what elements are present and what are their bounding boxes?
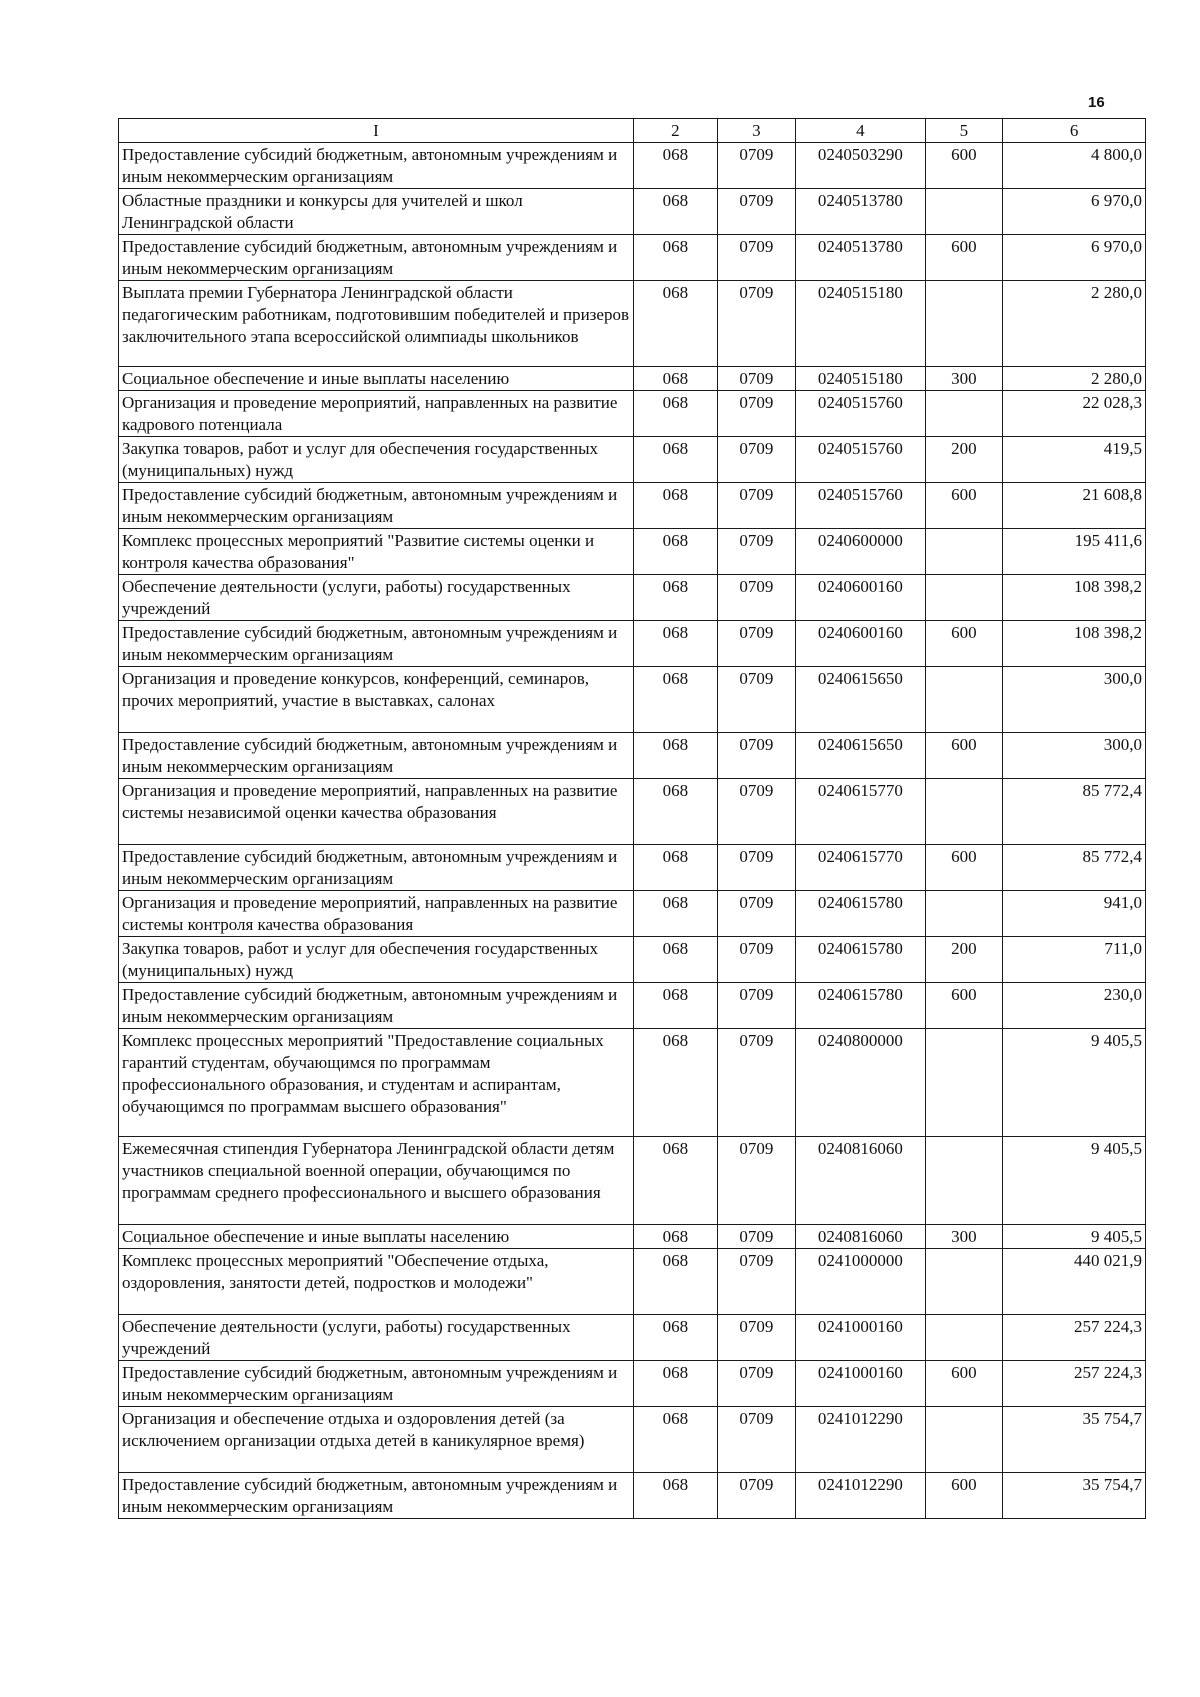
row-name: Предоставление субсидий бюджетным, автономным учреждениям и иным некоммерческим организациям [119,733,634,779]
row-ministry-code: 068 [634,1315,718,1361]
row-amount: 2 280,0 [1003,281,1146,367]
row-ministry-code: 068 [634,437,718,483]
row-amount: 21 608,8 [1003,483,1146,529]
row-name: Организация и проведение мероприятий, направленных на развитие системы независимой оценки качества образования [119,779,634,845]
row-expense-type [925,1137,1003,1225]
column-header: I [119,119,634,143]
row-expense-type [925,1029,1003,1137]
row-ministry-code: 068 [634,367,718,391]
row-target-article: 0240816060 [796,1225,926,1249]
row-section-code: 0709 [717,1315,796,1361]
row-target-article: 0240615650 [796,733,926,779]
row-target-article: 0241000000 [796,1249,926,1315]
row-ministry-code: 068 [634,1137,718,1225]
row-target-article: 0240615780 [796,937,926,983]
row-section-code: 0709 [717,1225,796,1249]
row-target-article: 0240615770 [796,779,926,845]
row-ministry-code: 068 [634,281,718,367]
row-ministry-code: 068 [634,189,718,235]
row-name: Организация и проведение конкурсов, конференций, семинаров, прочих мероприятий, участие в выставках, салонах [119,667,634,733]
table-row [119,143,1146,189]
row-section-code: 0709 [717,529,796,575]
row-amount: 22 028,3 [1003,391,1146,437]
table-row [119,189,1146,235]
row-section-code: 0709 [717,667,796,733]
table-body [119,143,1146,1519]
row-section-code: 0709 [717,983,796,1029]
table-row [119,667,1146,733]
row-amount: 85 772,4 [1003,779,1146,845]
row-name: Предоставление субсидий бюджетным, автономным учреждениям и иным некоммерческим организациям [119,1473,634,1519]
row-ministry-code: 068 [634,845,718,891]
row-amount: 300,0 [1003,733,1146,779]
table-row [119,1249,1146,1315]
row-amount: 6 970,0 [1003,235,1146,281]
row-amount: 35 754,7 [1003,1407,1146,1473]
row-section-code: 0709 [717,281,796,367]
row-section-code: 0709 [717,367,796,391]
row-section-code: 0709 [717,1029,796,1137]
row-name: Ежемесячная стипендия Губернатора Ленинградской области детям участников специальной военной операции, обучающимся по программам среднего профессионального и высшего образования [119,1137,634,1225]
row-amount: 9 405,5 [1003,1137,1146,1225]
table-row [119,1315,1146,1361]
row-amount: 711,0 [1003,937,1146,983]
row-expense-type [925,667,1003,733]
row-target-article: 0241000160 [796,1315,926,1361]
row-target-article: 0240600160 [796,575,926,621]
page-number: 16 [1088,94,1105,111]
column-header: 5 [925,119,1003,143]
row-expense-type [925,391,1003,437]
row-amount: 195 411,6 [1003,529,1146,575]
row-name: Предоставление субсидий бюджетным, автономным учреждениям и иным некоммерческим организациям [119,143,634,189]
row-expense-type: 300 [925,1225,1003,1249]
row-section-code: 0709 [717,621,796,667]
table-row [119,1029,1146,1137]
row-expense-type [925,779,1003,845]
table-row [119,529,1146,575]
row-expense-type: 600 [925,983,1003,1029]
row-target-article: 0240515760 [796,437,926,483]
table-row [119,1361,1146,1407]
table-row [119,1225,1146,1249]
row-target-article: 0240615770 [796,845,926,891]
row-section-code: 0709 [717,733,796,779]
table-row [119,367,1146,391]
row-name: Комплекс процессных мероприятий "Предоставление социальных гарантий студентам, обучающимся по программам профессионального образования, и студентам и аспирантам, обучающимся по программам высшего образования" [119,1029,634,1137]
row-amount: 2 280,0 [1003,367,1146,391]
row-expense-type [925,575,1003,621]
table-row [119,891,1146,937]
row-expense-type [925,1407,1003,1473]
row-expense-type: 600 [925,845,1003,891]
table-row [119,1407,1146,1473]
row-amount: 85 772,4 [1003,845,1146,891]
row-ministry-code: 068 [634,1249,718,1315]
row-ministry-code: 068 [634,235,718,281]
row-ministry-code: 068 [634,575,718,621]
row-amount: 257 224,3 [1003,1361,1146,1407]
row-name: Социальное обеспечение и иные выплаты населению [119,1225,634,1249]
row-target-article: 0240600160 [796,621,926,667]
row-name: Предоставление субсидий бюджетным, автономным учреждениям и иным некоммерческим организациям [119,235,634,281]
row-expense-type: 600 [925,733,1003,779]
table-row [119,235,1146,281]
row-ministry-code: 068 [634,891,718,937]
row-name: Комплекс процессных мероприятий "Развитие системы оценки и контроля качества образования" [119,529,634,575]
row-name: Организация и проведение мероприятий, направленных на развитие системы контроля качества образования [119,891,634,937]
table-row [119,391,1146,437]
row-section-code: 0709 [717,891,796,937]
row-amount: 230,0 [1003,983,1146,1029]
row-expense-type [925,891,1003,937]
row-amount: 108 398,2 [1003,575,1146,621]
row-target-article: 0240615780 [796,983,926,1029]
row-target-article: 0240515760 [796,483,926,529]
row-section-code: 0709 [717,779,796,845]
row-ministry-code: 068 [634,483,718,529]
row-name: Предоставление субсидий бюджетным, автономным учреждениям и иным некоммерческим организациям [119,845,634,891]
row-expense-type [925,281,1003,367]
row-amount: 440 021,9 [1003,1249,1146,1315]
row-section-code: 0709 [717,483,796,529]
column-header: 3 [717,119,796,143]
row-target-article: 0240515180 [796,367,926,391]
row-ministry-code: 068 [634,779,718,845]
row-amount: 9 405,5 [1003,1225,1146,1249]
row-expense-type [925,189,1003,235]
row-amount: 4 800,0 [1003,143,1146,189]
row-ministry-code: 068 [634,1473,718,1519]
row-expense-type: 600 [925,143,1003,189]
row-ministry-code: 068 [634,983,718,1029]
row-expense-type: 600 [925,1361,1003,1407]
row-expense-type [925,529,1003,575]
table-row [119,983,1146,1029]
row-name: Организация и проведение мероприятий, направленных на развитие кадрового потенциала [119,391,634,437]
row-section-code: 0709 [717,1361,796,1407]
row-name: Областные праздники и конкурсы для учителей и школ Ленинградской области [119,189,634,235]
table-row [119,1137,1146,1225]
row-name: Обеспечение деятельности (услуги, работы) государственных учреждений [119,575,634,621]
row-section-code: 0709 [717,1249,796,1315]
table-row [119,779,1146,845]
table-row [119,1473,1146,1519]
row-amount: 419,5 [1003,437,1146,483]
row-ministry-code: 068 [634,1361,718,1407]
table-row [119,621,1146,667]
row-section-code: 0709 [717,437,796,483]
column-header: 2 [634,119,718,143]
row-expense-type: 300 [925,367,1003,391]
row-target-article: 0240513780 [796,189,926,235]
row-ministry-code: 068 [634,1407,718,1473]
table-row [119,483,1146,529]
row-amount: 108 398,2 [1003,621,1146,667]
row-ministry-code: 068 [634,529,718,575]
row-name: Предоставление субсидий бюджетным, автономным учреждениям и иным некоммерческим организациям [119,1361,634,1407]
row-name: Выплата премии Губернатора Ленинградской области педагогическим работникам, подготовившим победителей и призеров заключительного этапа всероссийской олимпиады школьников [119,281,634,367]
row-expense-type [925,1315,1003,1361]
row-name: Закупка товаров, работ и услуг для обеспечения государственных (муниципальных) нужд [119,937,634,983]
row-amount: 300,0 [1003,667,1146,733]
row-name: Социальное обеспечение и иные выплаты населению [119,367,634,391]
row-target-article: 0241000160 [796,1361,926,1407]
row-amount: 6 970,0 [1003,189,1146,235]
row-target-article: 0240800000 [796,1029,926,1137]
column-header: 6 [1003,119,1146,143]
row-expense-type: 600 [925,621,1003,667]
row-name: Комплекс процессных мероприятий "Обеспечение отдыха, оздоровления, занятости детей, подростков и молодежи" [119,1249,634,1315]
table-row [119,281,1146,367]
row-ministry-code: 068 [634,143,718,189]
row-ministry-code: 068 [634,1029,718,1137]
table-row [119,575,1146,621]
row-expense-type: 200 [925,437,1003,483]
table-row [119,437,1146,483]
row-expense-type: 600 [925,483,1003,529]
row-expense-type [925,1249,1003,1315]
row-target-article: 0240615650 [796,667,926,733]
row-target-article: 0240503290 [796,143,926,189]
budget-table [118,118,1146,1519]
row-target-article: 0240615780 [796,891,926,937]
row-name: Предоставление субсидий бюджетным, автономным учреждениям и иным некоммерческим организациям [119,483,634,529]
row-section-code: 0709 [717,391,796,437]
row-section-code: 0709 [717,1407,796,1473]
row-name: Обеспечение деятельности (услуги, работы) государственных учреждений [119,1315,634,1361]
row-target-article: 0241012290 [796,1407,926,1473]
row-section-code: 0709 [717,575,796,621]
row-name: Организация и обеспечение отдыха и оздоровления детей (за исключением организации отдыха детей в каникулярное время) [119,1407,634,1473]
table-row [119,845,1146,891]
row-name: Закупка товаров, работ и услуг для обеспечения государственных (муниципальных) нужд [119,437,634,483]
row-amount: 35 754,7 [1003,1473,1146,1519]
row-ministry-code: 068 [634,937,718,983]
row-target-article: 0241012290 [796,1473,926,1519]
table-row [119,937,1146,983]
table-row [119,733,1146,779]
row-section-code: 0709 [717,845,796,891]
row-amount: 257 224,3 [1003,1315,1146,1361]
row-section-code: 0709 [717,937,796,983]
column-header: 4 [796,119,926,143]
row-expense-type: 600 [925,1473,1003,1519]
row-name: Предоставление субсидий бюджетным, автономным учреждениям и иным некоммерческим организациям [119,983,634,1029]
row-target-article: 0240513780 [796,235,926,281]
row-section-code: 0709 [717,189,796,235]
row-target-article: 0240515760 [796,391,926,437]
row-ministry-code: 068 [634,667,718,733]
row-target-article: 0240816060 [796,1137,926,1225]
row-amount: 9 405,5 [1003,1029,1146,1137]
row-section-code: 0709 [717,143,796,189]
row-expense-type: 600 [925,235,1003,281]
row-expense-type: 200 [925,937,1003,983]
column-number-row [119,119,1146,143]
row-target-article: 0240600000 [796,529,926,575]
row-ministry-code: 068 [634,733,718,779]
row-section-code: 0709 [717,1473,796,1519]
row-section-code: 0709 [717,235,796,281]
row-ministry-code: 068 [634,621,718,667]
row-ministry-code: 068 [634,1225,718,1249]
row-name: Предоставление субсидий бюджетным, автономным учреждениям и иным некоммерческим организациям [119,621,634,667]
row-ministry-code: 068 [634,391,718,437]
row-amount: 941,0 [1003,891,1146,937]
row-target-article: 0240515180 [796,281,926,367]
row-section-code: 0709 [717,1137,796,1225]
